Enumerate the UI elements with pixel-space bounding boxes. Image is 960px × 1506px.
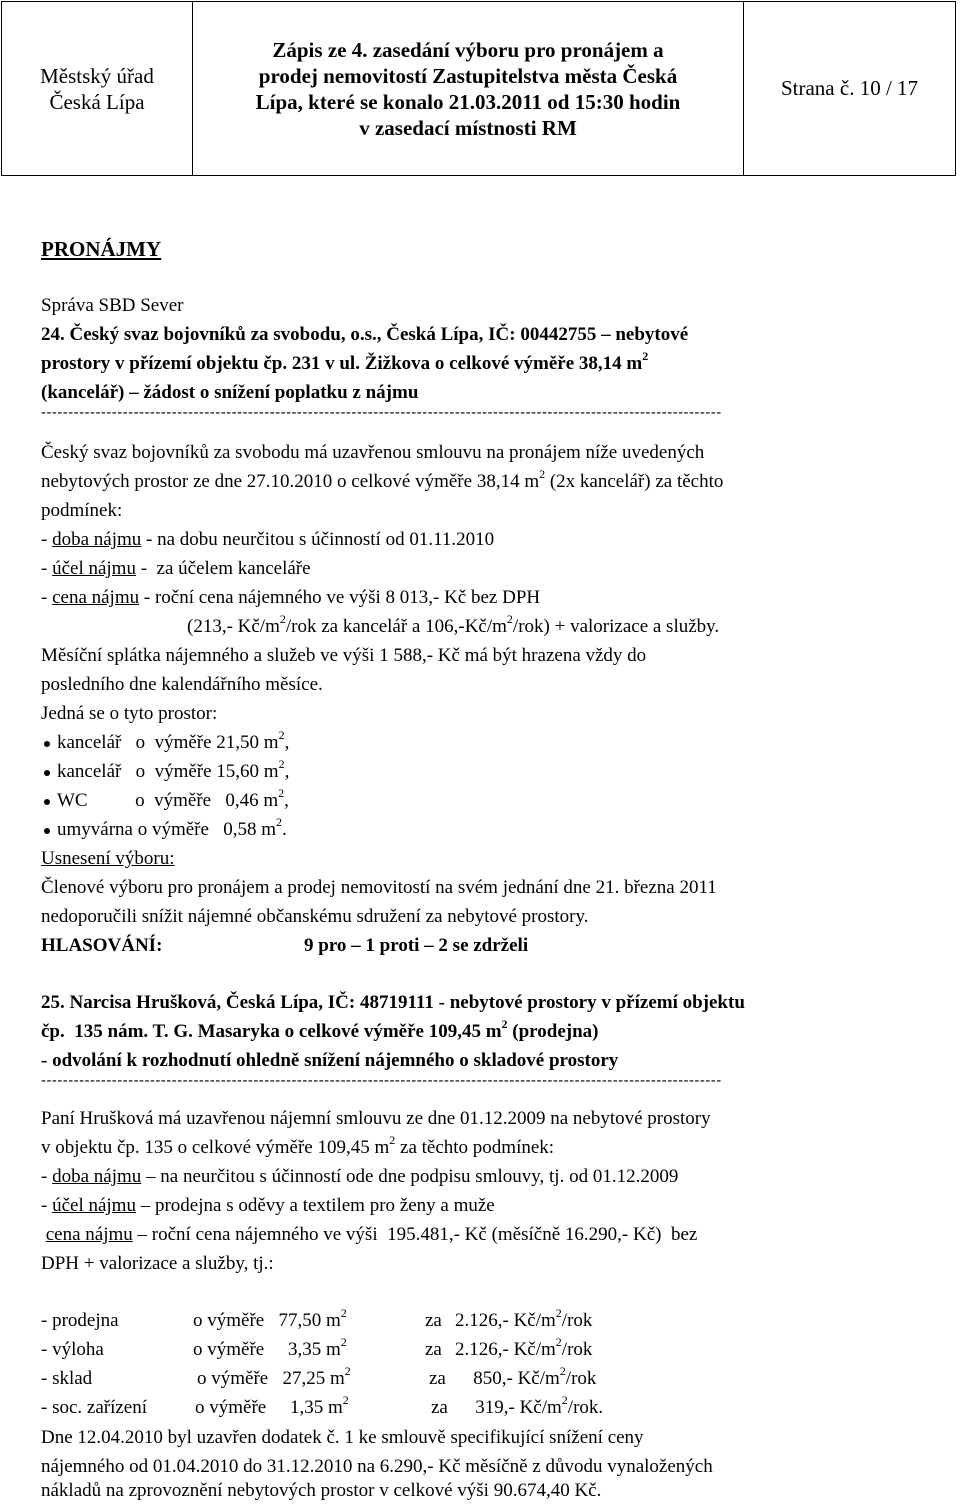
item24-heading-line2: prostory v přízemí objektu čp. 231 v ul. Žižkova o celkové výměře 38,14 $m^2$ (41, 349, 649, 374)
row-price: 2.126,- $Kč/m^2$/rok (455, 1306, 593, 1331)
item24-heading-line1: 24. Český svaz bojovníků za svobodu, o.s., Česká Lípa, IČ: 00442755 – nebytové (41, 324, 689, 345)
item25-heading-line2: čp. 135 nám. T. G. Masaryka o celkové výměře 109,45 $m^2$ (prodejna) (41, 1017, 599, 1042)
item24-paragraph-line1: Český svaz bojovníků za svobodu má uzavřenou smlouvu na pronájem níže uvedených (41, 442, 705, 463)
bullet-icon (44, 828, 50, 834)
office-city: Česká Lípa (49, 89, 145, 114)
title-line-3: Lípa, které se konalo 21.03.2011 od 15:30 hodin (255, 89, 681, 114)
row-area: o výměře 77,50 $m^2$ (193, 1306, 347, 1331)
item25-paragraph-line1: Paní Hrušková má uzavřenou nájemní smlouvu ze dne 01.12.2009 na nebytové prostory (41, 1108, 711, 1129)
item25-paragraph-line2: v objektu čp. 135 o celkové výměře 109,45 $m^2$ za těchto podmínek: (41, 1133, 555, 1158)
item24-term-price-detail: (213,- $Kč/m^2$/rok za kancelář a $106,-Kč/m^2/rok$) + valorizace a služby. (187, 612, 720, 637)
resolution-line1: Členové výboru pro pronájem a prodej nemovitostí na svém jednání dne 21. března 2011 (41, 877, 717, 898)
bullet-icon (44, 770, 50, 776)
item24-heading-line3: (kancelář) – žádost o snížení poplatku z nájmu (41, 382, 419, 403)
list-item: kancelář o výměře 15,60 $m^2$, (41, 760, 289, 784)
row-label: - výloha (41, 1339, 104, 1360)
page-number: Strana č. 10 / 17 (780, 76, 919, 100)
item25-heading-line1: 25. Narcisa Hrušková, Česká Lípa, IČ: 48719111 - nebytové prostory v přízemí objektu (41, 992, 745, 1013)
row-za: za (429, 1368, 446, 1389)
row-area: o výměře 27,25 $m^2$ (197, 1364, 351, 1389)
list-item: kancelář o výměře 21,50 $m^2$, (41, 731, 289, 755)
row-za: za (425, 1310, 442, 1331)
title-line-2: prodej nemovitostí Zastupitelstva města Česká (258, 63, 678, 88)
title-line-1: Zápis ze 4. zasedání výboru pro pronájem a (272, 37, 664, 62)
row-za: za (431, 1397, 448, 1418)
bullet-icon (44, 741, 50, 747)
vote-label: HLASOVÁNÍ: (41, 935, 163, 956)
item25-term-price-detail: DPH + valorizace a služby, tj.: (41, 1253, 274, 1274)
item24-term-price: - cena nájmu - roční cena nájemného ve výši 8 013,- Kč bez DPH (41, 587, 541, 608)
separator-line: ----------------------------------------------------------------------------------------------------------------------------- (41, 404, 722, 421)
row-label: - soc. zařízení (41, 1397, 148, 1418)
page-number-cell (744, 2, 955, 175)
item24-term-purpose: - účel nájmu - za účelem kanceláře (41, 558, 311, 579)
vote-result: 9 pro – 1 proti – 2 se zdrželi (304, 935, 529, 956)
row-label: - sklad (41, 1368, 93, 1389)
list-item: WC o výměře 0,46 $m^2$, (41, 789, 289, 813)
page-header (1, 1, 956, 176)
item24-paragraph-line4: Měsíční splátka nájemného a služeb ve výši 1 588,- Kč má být hrazena vždy do (41, 645, 647, 666)
item24-paragraph-line3: podmínek: (41, 500, 123, 521)
resolution-label: Usnesení výboru: (41, 848, 175, 869)
item25-heading-line3: - odvolání k rozhodnutí ohledně snížení nájemného o skladové prostory (41, 1050, 619, 1071)
row-area: o výměře 1,35 $m^2$ (195, 1393, 349, 1418)
subsection-title: Správa SBD Sever (41, 295, 184, 316)
item25-term-purpose: - účel nájmu – prodejna s oděvy a textilem pro ženy a muže (41, 1195, 495, 1216)
section-title: PRONÁJMY (41, 237, 162, 261)
item24-paragraph-line2: nebytových prostor ze dne 27.10.2010 o celkové výměře 38,14 $m^2$ (2x kancelář) za těchto (41, 467, 724, 492)
bullet-icon (44, 799, 50, 805)
amendment-line3: nákladů na zprovoznění nebytových prostor v celkové výši 90.674,40 Kč. (41, 1480, 602, 1501)
row-za: za (425, 1339, 442, 1360)
row-price: 2.126,- $Kč/m^2$/rok (455, 1335, 593, 1360)
row-area: o výměře 3,35 $m^2$ (193, 1335, 347, 1360)
item24-term-duration: - doba nájmu - na dobu neurčitou s účinností od 01.11.2010 (41, 529, 495, 550)
row-price: 319,- $Kč/m^2$/rok. (461, 1393, 604, 1418)
resolution-line2: nedoporučili snížit nájemné občanskému sdružení za nebytové prostory. (41, 906, 589, 927)
row-label: - prodejna (41, 1310, 119, 1331)
document-title-cell (193, 2, 744, 175)
item24-paragraph-line6: Jedná se o tyto prostor: (41, 703, 218, 724)
row-price: 850,- $Kč/m^2$/rok (459, 1364, 597, 1389)
item24-paragraph-line5: posledního dne kalendářního měsíce. (41, 674, 323, 695)
amendment-line2: nájemného od 01.04.2010 do 31.12.2010 na 6.290,- Kč měsíčně z důvodu vynaložených (41, 1456, 713, 1477)
item25-term-duration: - doba nájmu – na neurčitou s účinností ode dne podpisu smlouvy, tj. od 01.12.2009 (41, 1166, 679, 1187)
list-item: umyvárna o výměře 0,58 $m^2$. (41, 818, 287, 842)
office-name: Městský úřad (40, 63, 154, 88)
office-cell (2, 2, 193, 175)
title-line-4: v zasedací místnosti RM (359, 115, 577, 140)
item25-term-price: cena nájmu – roční cena nájemného ve výši 195.481,- Kč (měsíčně 16.290,- Kč) bez (45, 1224, 698, 1245)
amendment-line1: Dne 12.04.2010 byl uzavřen dodatek č. 1 ke smlouvě specifikující snížení ceny (41, 1427, 644, 1448)
separator-line: ----------------------------------------------------------------------------------------------------------------------------- (41, 1072, 722, 1089)
